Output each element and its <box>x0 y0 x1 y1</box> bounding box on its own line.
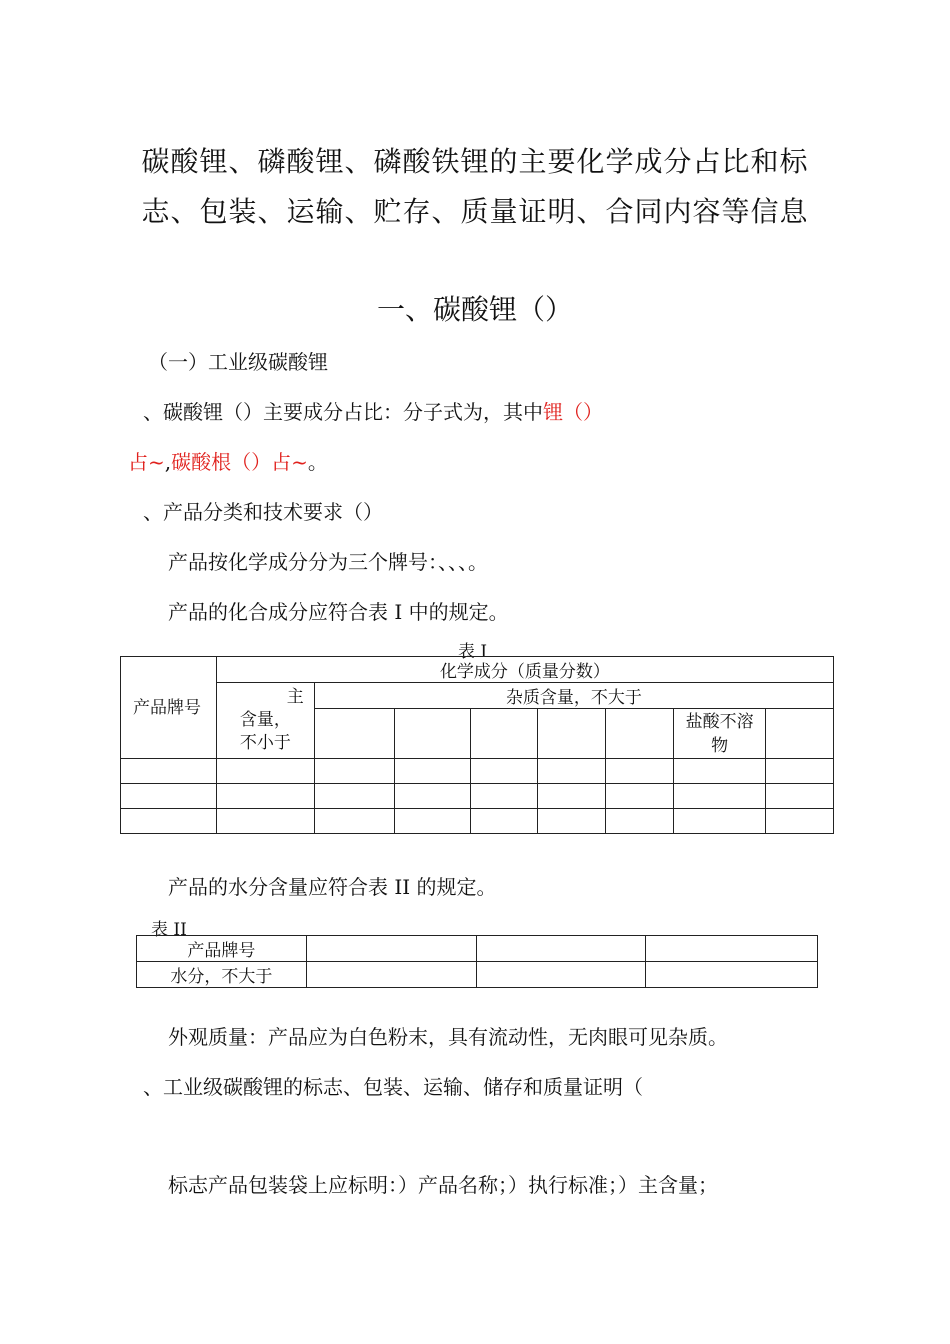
table-1-impurity-col <box>394 709 470 759</box>
table-1-header-main-content <box>216 683 314 759</box>
table-1-impurity-col <box>766 709 834 759</box>
paragraph-table-1-ref: 产品的化合成分应符合表 I 中的规定。 <box>168 600 509 624</box>
table-row <box>121 759 834 784</box>
paragraph-grades: 产品按化学成分分为三个牌号：、、、。 <box>168 550 488 574</box>
table-2-caption: 表 II <box>151 920 187 940</box>
main-content-line-1: 主 <box>286 687 304 707</box>
table-1-header-impurity: 杂质含量，不大于 <box>314 683 833 709</box>
item-1-carbonate-share: 碳酸根（）占~ <box>171 450 308 474</box>
subsection-heading: （一）工业级碳酸锂 <box>148 350 328 374</box>
document-title-line-2: 志、包装、运输、贮存、质量证明、合同内容等信息 <box>141 195 809 228</box>
table-1-impurity-col <box>314 709 394 759</box>
table-1-header-chemical-composition: 化学成分（质量分数） <box>216 657 833 683</box>
item-3-heading: 、工业级碳酸锂的标志、包装、运输、储存和质量证明（ <box>143 1075 643 1099</box>
table-1-impurity-col <box>470 709 538 759</box>
table-2-moisture-label: 水分，不大于 <box>137 962 307 988</box>
item-1-text: 、碳酸锂（）主要成分占比：分子式为，其中 <box>143 400 543 424</box>
item-1-lithium: 锂（） <box>543 400 603 424</box>
item-2-heading: 、产品分类和技术要求（） <box>143 500 383 524</box>
section-heading: 一、碳酸锂（） <box>376 293 573 326</box>
document-title-line-1: 碳酸锂、磷酸锂、磷酸铁锂的主要化学成分占比和标 <box>141 145 809 178</box>
paragraph-marking: 标志产品包装袋上应标明：）产品名称；）执行标准；）主含量； <box>168 1173 718 1197</box>
paragraph-table-2-ref: 产品的水分含量应符合表 II 的规定。 <box>168 875 497 899</box>
item-1-line-2 <box>128 446 328 475</box>
table-1-impurity-col <box>538 709 606 759</box>
paragraph-appearance: 外观质量：产品应为白色粉末，具有流动性，无肉眼可见杂质。 <box>168 1025 728 1049</box>
main-content-line-3: 不小于 <box>239 733 291 753</box>
table-1-caption: 表 I <box>458 642 488 662</box>
table-row <box>137 936 818 962</box>
item-1-separator: , <box>164 450 172 474</box>
table-2 <box>136 935 818 988</box>
table-row <box>121 809 834 834</box>
item-1-lithium-share: 占~ <box>128 450 165 474</box>
table-2-grade-label: 产品牌号 <box>137 936 307 962</box>
table-1-header-insoluble <box>674 709 766 759</box>
item-1-line-1 <box>143 396 603 425</box>
main-content-line-2: 含量， <box>239 710 291 730</box>
item-1-end: 。 <box>307 450 328 474</box>
table-1-impurity-col <box>606 709 674 759</box>
table-1 <box>120 656 834 834</box>
table-row <box>137 962 818 988</box>
table-1-header-grade: 产品牌号 <box>121 657 217 759</box>
insoluble-line-2: 物 <box>711 735 729 756</box>
table-row <box>121 784 834 809</box>
insoluble-line-1: 盐酸不溶 <box>685 711 754 732</box>
